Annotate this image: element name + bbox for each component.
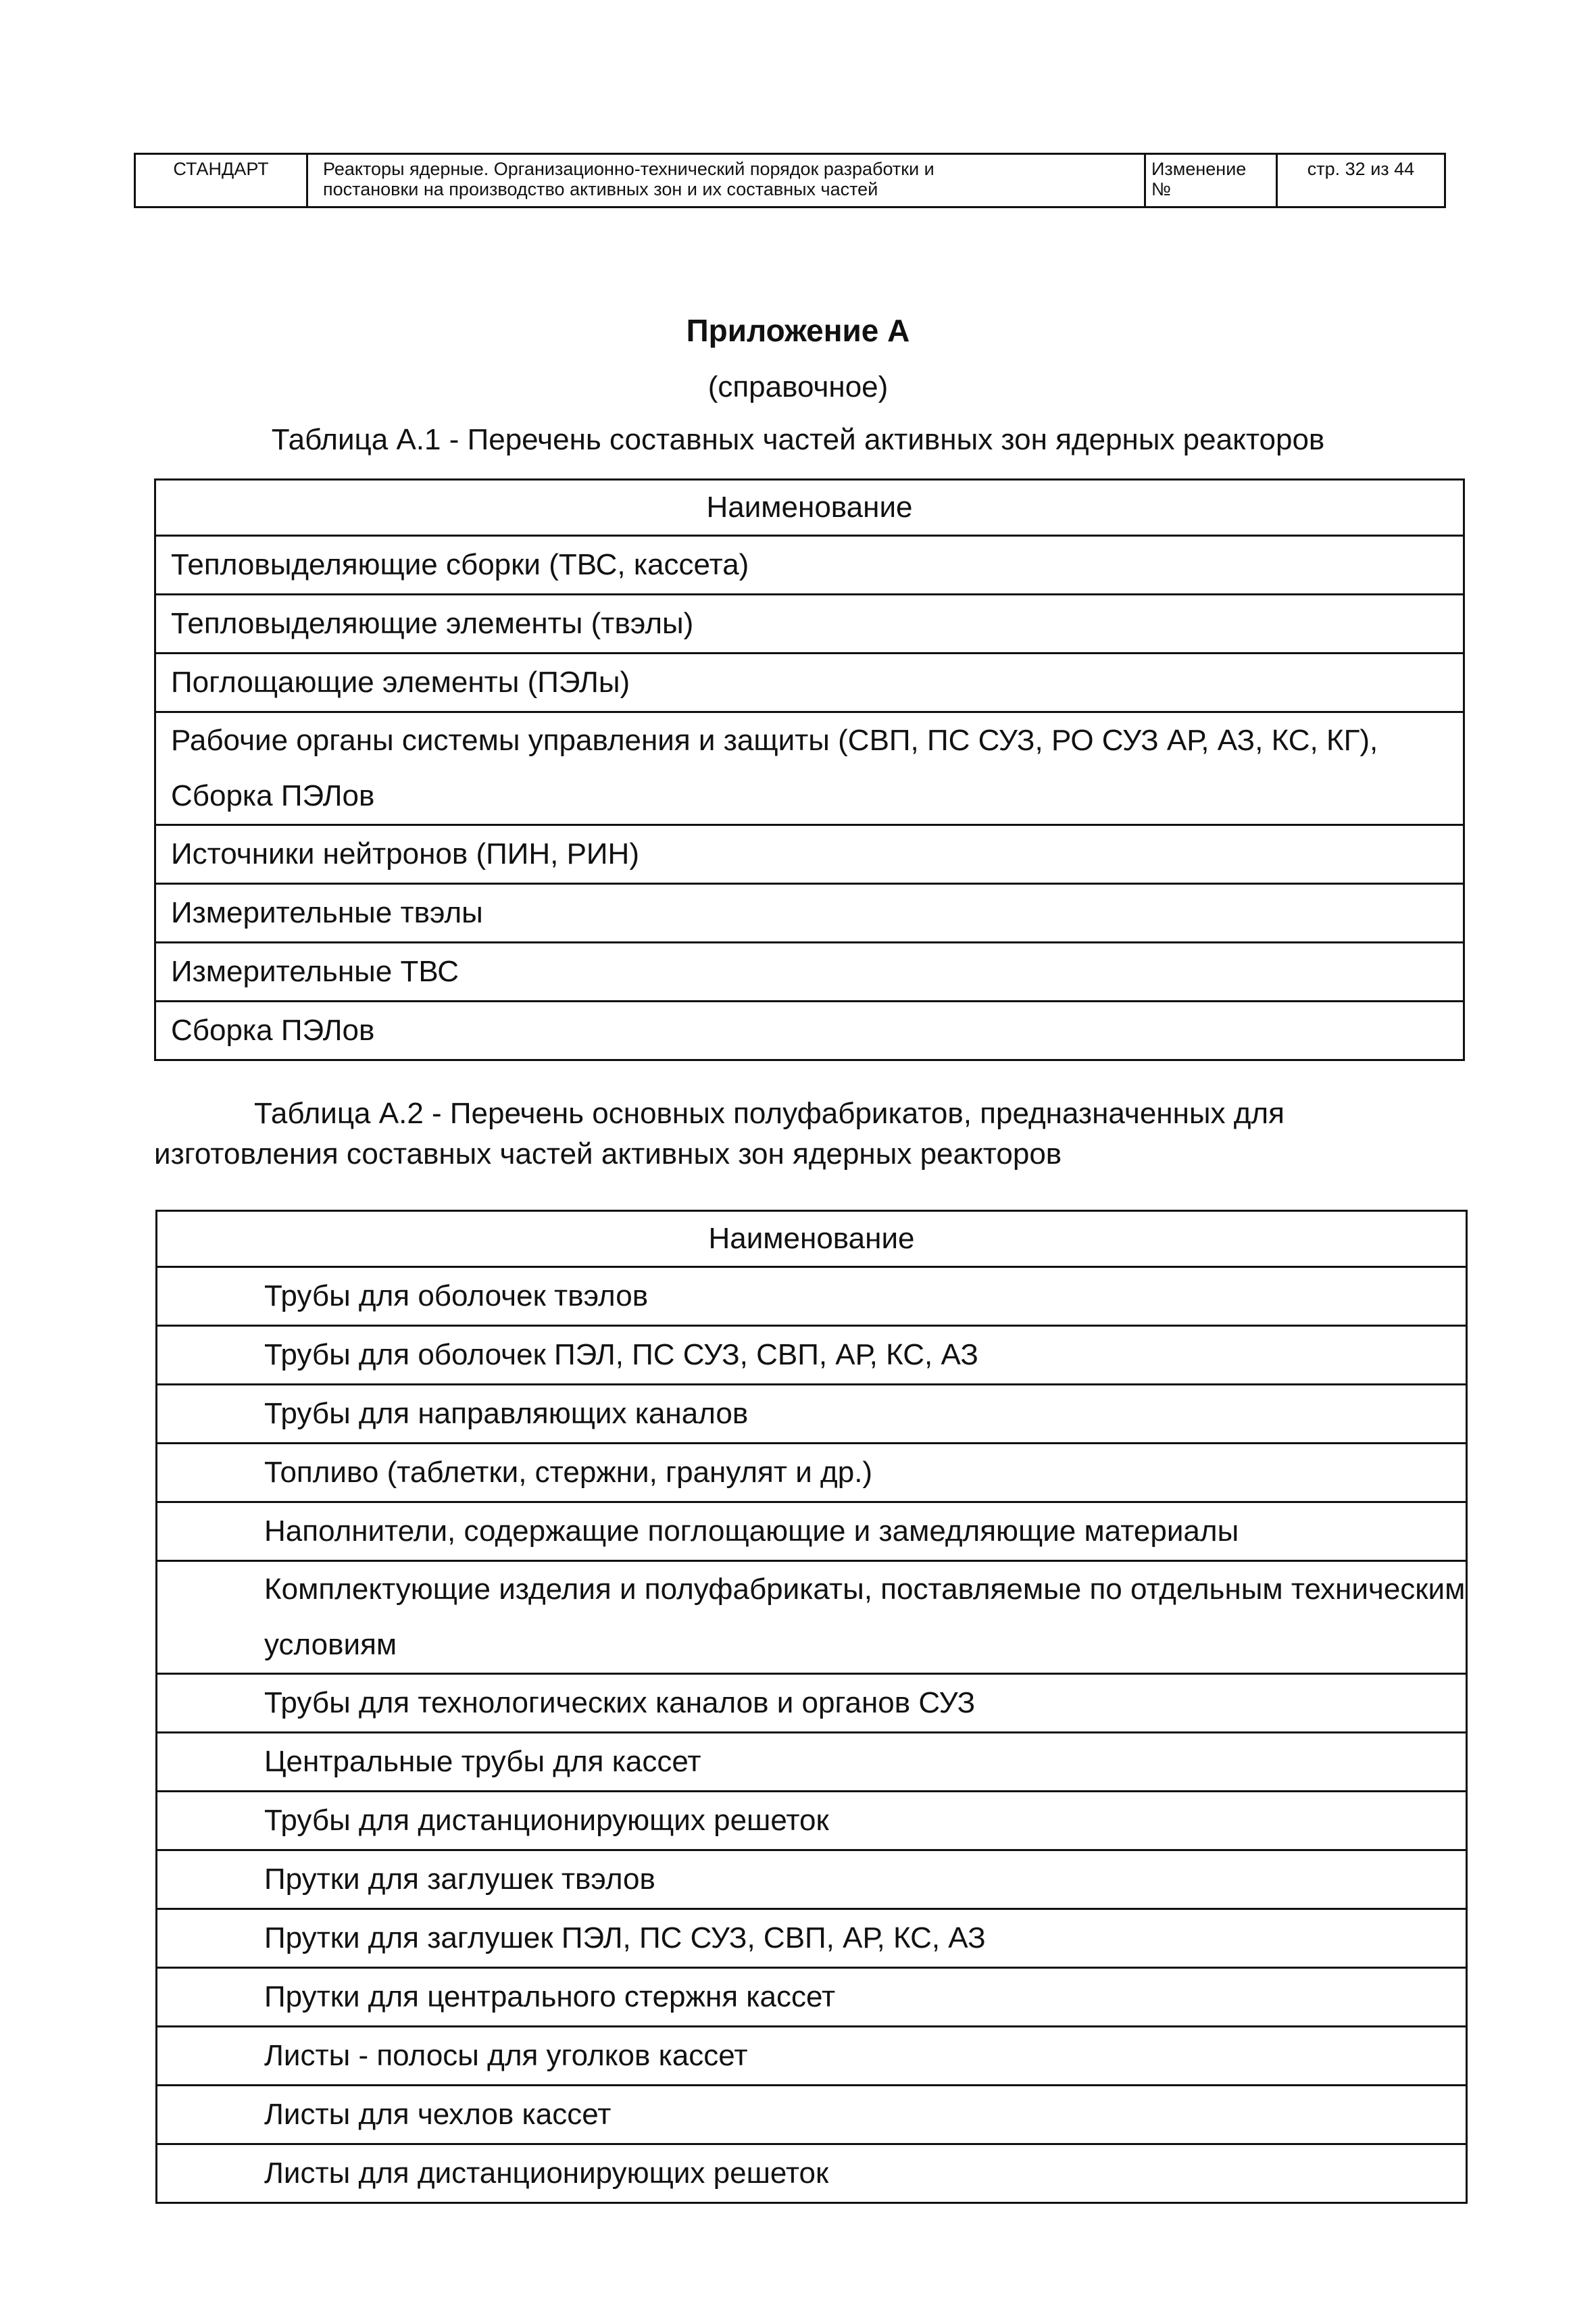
table-row: Измерительные ТВС <box>155 943 1464 1002</box>
table1-header: Наименование <box>155 480 1464 536</box>
header-page-number: стр. 32 из 44 <box>1307 159 1415 179</box>
table-row: Трубы для технологических каналов и органов СУЗ <box>157 1674 1467 1733</box>
table-row: Трубы для оболочек твэлов <box>157 1267 1467 1326</box>
table-row: Тепловыделяющие элементы (твэлы) <box>155 595 1464 654</box>
table-row: Прутки для центрального стержня кассет <box>157 1968 1467 2027</box>
table-row: Листы - полосы для уголков кассет <box>157 2027 1467 2086</box>
table-row: Прутки для заглушек ПЭЛ, ПС СУЗ, СВП, АР, КС, АЗ <box>157 1909 1467 1968</box>
document-header <box>134 153 1446 208</box>
table-row: Сборка ПЭЛов <box>155 1002 1464 1060</box>
table-row: Наполнители, содержащие поглощающие и замедляющие материалы <box>157 1502 1467 1561</box>
header-change-label: Изменение <box>1151 159 1247 179</box>
header-title-line1: Реакторы ядерные. Организационно-технический порядок разработки и <box>323 159 934 179</box>
table2-caption: Таблица А.2 - Перечень основных полуфабрикатов, предназначенных для изготовления составных частей активных зон ядерных реакторов <box>154 1097 1285 1171</box>
table-row: Источники нейтронов (ПИН, РИН) <box>155 825 1464 884</box>
table-row: Прутки для заглушек твэлов <box>157 1850 1467 1909</box>
table-row: Трубы для дистанционирующих решеток <box>157 1792 1467 1850</box>
header-change-no: № <box>1151 179 1171 199</box>
table2-header: Наименование <box>157 1211 1467 1267</box>
table-row: Измерительные твэлы <box>155 884 1464 943</box>
table1-caption: Таблица А.1 - Перечень составных частей активных зон ядерных реакторов <box>271 423 1325 456</box>
appendix-subtitle: (справочное) <box>707 370 889 403</box>
appendix-title: Приложение А <box>686 313 910 348</box>
table-row: Тепловыделяющие сборки (ТВС, кассета) <box>155 536 1464 595</box>
table-row: Топливо (таблетки, стержни, гранулят и др.) <box>157 1444 1467 1502</box>
header-change <box>1146 155 1278 206</box>
table-row: Рабочие органы системы управления и защиты (СВП, ПС СУЗ, РО СУЗ АР, АЗ, КС, КГ), Сборка ПЭЛов <box>155 712 1464 825</box>
table-row: Трубы для оболочек ПЭЛ, ПС СУЗ, СВП, АР, КС, АЗ <box>157 1326 1467 1385</box>
table-row: Трубы для направляющих каналов <box>157 1385 1467 1444</box>
table-row: Листы для дистанционирующих решеток <box>157 2144 1467 2203</box>
table-row: Поглощающие элементы (ПЭЛы) <box>155 654 1464 712</box>
header-standard: СТАНДАРТ <box>136 155 308 206</box>
header-title-line2: постановки на производство активных зон и их составных частей <box>323 179 878 199</box>
table-row: Центральные трубы для кассет <box>157 1733 1467 1792</box>
header-title <box>308 155 1146 206</box>
table2 <box>155 1210 1468 2204</box>
table-row: Комплектующие изделия и полуфабрикаты, поставляемые по отдельным техническим условиям <box>157 1561 1467 1674</box>
table-row: Листы для чехлов кассет <box>157 2086 1467 2144</box>
table1 <box>154 478 1465 1061</box>
